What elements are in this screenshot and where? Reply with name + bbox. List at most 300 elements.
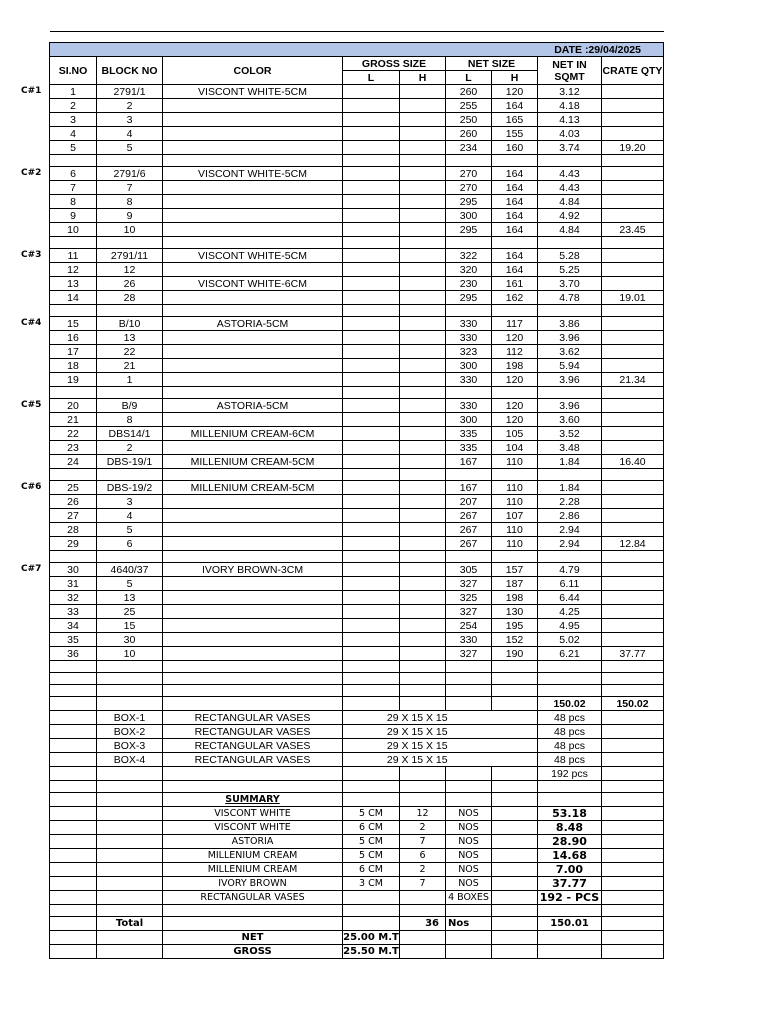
empty-cell	[492, 237, 538, 249]
net-l-cell: 327	[446, 577, 492, 591]
empty-cell	[492, 739, 538, 753]
empty-cell	[602, 387, 664, 399]
net-h-cell: 110	[492, 481, 538, 495]
empty-cell	[602, 753, 664, 767]
net-l-cell: 267	[446, 537, 492, 551]
summary-thickness: 3 CM	[343, 877, 400, 891]
empty-cell	[97, 387, 163, 399]
gross-l-cell	[343, 577, 400, 591]
gross-l-cell	[343, 455, 400, 469]
empty-cell	[492, 807, 538, 821]
gross-h-cell	[400, 209, 446, 223]
net-l-cell: 254	[446, 619, 492, 633]
summary-row	[50, 849, 664, 863]
sino-cell: 14	[50, 291, 97, 305]
net-sqmt-cell: 2.94	[538, 537, 602, 551]
box-size: 29 X 15 X 15	[343, 753, 492, 767]
empty-cell	[400, 661, 446, 673]
gross-h-cell	[400, 113, 446, 127]
empty-cell	[492, 753, 538, 767]
gross-l-cell	[343, 399, 400, 413]
net-sqmt-cell: 4.03	[538, 127, 602, 141]
crate-qty-cell	[602, 99, 664, 113]
color-cell	[163, 359, 343, 373]
empty-cell	[50, 551, 97, 563]
empty-cell	[492, 469, 538, 481]
empty-cell	[343, 237, 400, 249]
net-sqmt-cell: 4.92	[538, 209, 602, 223]
block-cell: 5	[97, 577, 163, 591]
net-sqmt-cell: 3.74	[538, 141, 602, 155]
sino-cell: 23	[50, 441, 97, 455]
summary-total-unit: Nos	[446, 917, 492, 931]
empty-cell	[400, 781, 446, 793]
empty-cell	[97, 931, 163, 945]
net-sqmt-cell: 3.96	[538, 373, 602, 387]
net-l-cell: 323	[446, 345, 492, 359]
net-l-cell: 330	[446, 399, 492, 413]
summary-thickness: 5 CM	[343, 849, 400, 863]
empty-cell	[400, 387, 446, 399]
summary-value: 28.90	[538, 835, 602, 849]
box-description: RECTANGULAR VASES	[163, 753, 343, 767]
block-cell: 4640/37	[97, 563, 163, 577]
summary-count: 2	[400, 821, 446, 835]
net-sqmt-cell: 4.13	[538, 113, 602, 127]
header-row-1	[50, 57, 664, 71]
gross-h-cell	[400, 127, 446, 141]
net-sqmt-cell: 5.28	[538, 249, 602, 263]
empty-cell	[50, 305, 97, 317]
net-h-cell: 164	[492, 223, 538, 237]
block-cell: 4	[97, 127, 163, 141]
gross-l-cell	[343, 317, 400, 331]
crate-separator-row	[50, 387, 664, 399]
gross-h-cell	[400, 359, 446, 373]
color-cell	[163, 291, 343, 305]
block-cell: 10	[97, 223, 163, 237]
summary-unit: NOS	[446, 877, 492, 891]
net-h-cell: 112	[492, 345, 538, 359]
gross-h-cell	[400, 413, 446, 427]
empty-cell	[602, 793, 664, 807]
net-l-cell: 330	[446, 317, 492, 331]
color-cell	[163, 619, 343, 633]
empty-cell	[400, 945, 446, 959]
empty-cell	[602, 155, 664, 167]
empty-cell	[97, 891, 163, 905]
net-h-cell: 164	[492, 195, 538, 209]
net-l-cell: 207	[446, 495, 492, 509]
empty-cell	[492, 917, 538, 931]
net-h-cell: 190	[492, 647, 538, 661]
gross-l-cell	[343, 523, 400, 537]
gross-h-cell	[400, 167, 446, 181]
box-size: 29 X 15 X 15	[343, 711, 492, 725]
empty-cell	[602, 835, 664, 849]
gross-l-cell	[343, 605, 400, 619]
packing-list-table	[49, 31, 664, 959]
summary-value: 37.77	[538, 877, 602, 891]
gross-h-cell	[400, 523, 446, 537]
net-l-cell: 320	[446, 263, 492, 277]
net-sqmt-cell: 3.62	[538, 345, 602, 359]
summary-thickness: 5 CM	[343, 807, 400, 821]
sino-cell: 7	[50, 181, 97, 195]
empty-cell	[602, 739, 664, 753]
empty-cell	[538, 781, 602, 793]
table-row	[50, 345, 664, 359]
empty-cell	[492, 849, 538, 863]
gross-value: 25.50 M.T	[343, 945, 399, 957]
table-row	[50, 209, 664, 223]
summary-name: RECTANGULAR VASES	[163, 891, 343, 905]
net-l-cell: 327	[446, 647, 492, 661]
col-header-sino: SI.NO	[50, 57, 97, 85]
crate-qty-cell	[602, 345, 664, 359]
color-cell	[163, 633, 343, 647]
empty-cell	[492, 725, 538, 739]
empty-cell	[446, 661, 492, 673]
gross-l-cell	[343, 113, 400, 127]
table-row	[50, 359, 664, 373]
empty-cell	[602, 905, 664, 917]
net-h-cell: 164	[492, 249, 538, 263]
empty-cell	[492, 877, 538, 891]
col-header-block: BLOCK NO	[97, 57, 163, 85]
net-h-cell: 110	[492, 455, 538, 469]
empty-cell	[343, 781, 400, 793]
crate-qty-cell: 23.45	[602, 223, 664, 237]
empty-cell	[446, 469, 492, 481]
box-size: 29 X 15 X 15	[343, 725, 492, 739]
empty-cell	[50, 237, 97, 249]
net-h-cell: 157	[492, 563, 538, 577]
sino-cell: 24	[50, 455, 97, 469]
empty-cell	[602, 849, 664, 863]
color-cell: VISCONT WHITE-5CM	[163, 167, 343, 181]
net-l-cell: 330	[446, 373, 492, 387]
empty-cell	[446, 237, 492, 249]
net-sqmt-cell: 5.02	[538, 633, 602, 647]
gross-h-cell	[400, 373, 446, 387]
net-h-cell: 198	[492, 359, 538, 373]
summary-unit: NOS	[446, 807, 492, 821]
gross-h-cell	[400, 223, 446, 237]
net-sqmt-cell: 3.96	[538, 331, 602, 345]
summary-title: SUMMARY	[163, 793, 343, 807]
empty-cell	[602, 237, 664, 249]
empty-cell	[163, 697, 343, 711]
empty-cell	[538, 793, 602, 807]
blank-row	[50, 685, 664, 697]
crate-qty-cell	[602, 85, 664, 99]
net-h-cell: 110	[492, 495, 538, 509]
net-l-cell: 295	[446, 195, 492, 209]
net-h-cell: 107	[492, 509, 538, 523]
empty-cell	[538, 469, 602, 481]
color-cell	[163, 577, 343, 591]
net-sqmt-cell: 5.94	[538, 359, 602, 373]
gross-h-cell	[400, 195, 446, 209]
crate-qty-cell	[602, 523, 664, 537]
net-l-cell: 322	[446, 249, 492, 263]
summary-thickness: 6 CM	[343, 863, 400, 877]
color-cell: MILLENIUM CREAM-5CM	[163, 481, 343, 495]
col-header-net-l: L	[446, 71, 492, 85]
summary-name: VISCONT WHITE	[163, 807, 343, 821]
gross-l-cell	[343, 413, 400, 427]
empty-cell	[97, 905, 163, 917]
sino-cell: 27	[50, 509, 97, 523]
gross-l-cell	[343, 619, 400, 633]
empty-cell	[97, 849, 163, 863]
table-row	[50, 413, 664, 427]
empty-cell	[50, 685, 97, 697]
block-cell: DBS14/1	[97, 427, 163, 441]
net-h-cell: 117	[492, 317, 538, 331]
color-cell	[163, 647, 343, 661]
empty-cell	[538, 661, 602, 673]
crate-qty-cell	[602, 413, 664, 427]
summary-unit: 4 BOXES	[446, 891, 492, 905]
crate-separator-row	[50, 237, 664, 249]
empty-cell	[50, 821, 97, 835]
sino-cell: 12	[50, 263, 97, 277]
table-row	[50, 99, 664, 113]
empty-cell	[97, 767, 163, 781]
net-h-cell: 187	[492, 577, 538, 591]
summary-value: 8.48	[538, 821, 602, 835]
col-header-gross-h: H	[400, 71, 446, 85]
block-cell: 2791/6	[97, 167, 163, 181]
block-cell: 22	[97, 345, 163, 359]
table-row	[50, 537, 664, 551]
box-description: RECTANGULAR VASES	[163, 711, 343, 725]
totals-row	[50, 697, 664, 711]
table-row	[50, 427, 664, 441]
net-sqmt-cell: 1.84	[538, 481, 602, 495]
gross-h-cell	[400, 345, 446, 359]
empty-cell	[343, 767, 400, 781]
empty-cell	[538, 305, 602, 317]
gross-h-cell	[400, 509, 446, 523]
empty-cell	[163, 305, 343, 317]
empty-cell	[446, 155, 492, 167]
gross-h-cell	[400, 619, 446, 633]
box-row	[50, 753, 664, 767]
net-sqmt-cell: 2.94	[538, 523, 602, 537]
empty-cell	[343, 685, 400, 697]
summary-value: 53.18	[538, 807, 602, 821]
crate-qty-cell	[602, 577, 664, 591]
crate-separator-row	[50, 469, 664, 481]
net-h-cell: 120	[492, 399, 538, 413]
block-cell: 6	[97, 537, 163, 551]
gross-h-cell	[400, 85, 446, 99]
net-h-cell: 120	[492, 373, 538, 387]
net-h-cell: 160	[492, 141, 538, 155]
empty-cell	[400, 469, 446, 481]
empty-cell	[50, 891, 97, 905]
box-label: BOX-3	[97, 739, 163, 753]
sino-cell: 11	[50, 249, 97, 263]
col-header-crate-qty: CRATE QTY	[602, 57, 664, 85]
sino-cell: 18	[50, 359, 97, 373]
summary-value: 192 - PCS	[538, 891, 602, 905]
empty-cell	[538, 387, 602, 399]
net-l-cell: 330	[446, 633, 492, 647]
block-cell: 12	[97, 263, 163, 277]
sino-cell: 19	[50, 373, 97, 387]
gross-h-cell	[400, 427, 446, 441]
sino-cell: 35	[50, 633, 97, 647]
crate-qty-cell	[602, 481, 664, 495]
crate-separator-row	[50, 155, 664, 167]
empty-cell	[400, 305, 446, 317]
empty-cell	[163, 237, 343, 249]
summary-unit: NOS	[446, 821, 492, 835]
empty-cell	[343, 387, 400, 399]
table-row	[50, 647, 664, 661]
empty-cell	[602, 821, 664, 835]
summary-row	[50, 863, 664, 877]
block-cell: 5	[97, 141, 163, 155]
net-l-cell: 267	[446, 509, 492, 523]
crate-label: C#5	[21, 399, 42, 410]
empty-cell	[163, 469, 343, 481]
boxes-total-row	[50, 767, 664, 781]
net-sqmt-cell: 5.25	[538, 263, 602, 277]
empty-cell	[50, 877, 97, 891]
empty-cell	[50, 725, 97, 739]
gross-l-cell	[343, 509, 400, 523]
table-row	[50, 317, 664, 331]
gross-h-cell	[400, 331, 446, 345]
crate-qty-cell	[602, 113, 664, 127]
gross-l-cell	[343, 127, 400, 141]
empty-cell	[602, 673, 664, 685]
empty-cell	[602, 877, 664, 891]
col-header-net-h: H	[492, 71, 538, 85]
empty-cell	[446, 767, 492, 781]
empty-cell	[446, 685, 492, 697]
box-description: RECTANGULAR VASES	[163, 739, 343, 753]
empty-cell	[400, 931, 446, 945]
summary-total-value: 150.01	[538, 917, 602, 931]
empty-cell	[50, 945, 97, 959]
empty-cell	[446, 793, 492, 807]
empty-cell	[400, 793, 446, 807]
block-cell: 26	[97, 277, 163, 291]
block-cell: 4	[97, 509, 163, 523]
net-l-cell: 260	[446, 127, 492, 141]
color-cell: MILLENIUM CREAM-6CM	[163, 427, 343, 441]
box-size: 29 X 15 X 15	[343, 739, 492, 753]
empty-cell	[400, 551, 446, 563]
empty-cell	[446, 387, 492, 399]
block-cell: 21	[97, 359, 163, 373]
net-sqmt-cell: 4.18	[538, 99, 602, 113]
net-h-cell: 198	[492, 591, 538, 605]
net-l-cell: 300	[446, 413, 492, 427]
empty-cell	[97, 305, 163, 317]
empty-cell	[602, 891, 664, 905]
empty-cell	[50, 697, 97, 711]
empty-cell	[492, 821, 538, 835]
net-h-cell: 110	[492, 523, 538, 537]
net-l-cell: 295	[446, 223, 492, 237]
empty-cell	[163, 551, 343, 563]
color-cell	[163, 373, 343, 387]
gross-h-cell	[400, 537, 446, 551]
table-row	[50, 523, 664, 537]
summary-row	[50, 835, 664, 849]
empty-cell	[400, 673, 446, 685]
empty-cell	[97, 821, 163, 835]
empty-cell	[50, 781, 97, 793]
gross-l-cell	[343, 633, 400, 647]
net-h-cell: 165	[492, 113, 538, 127]
color-cell	[163, 141, 343, 155]
net-h-cell: 130	[492, 605, 538, 619]
net-h-cell: 110	[492, 537, 538, 551]
table-row	[50, 605, 664, 619]
block-cell: 5	[97, 523, 163, 537]
crate-qty-cell	[602, 263, 664, 277]
empty-cell	[163, 685, 343, 697]
empty-cell	[492, 387, 538, 399]
box-label: BOX-1	[97, 711, 163, 725]
gross-h-cell	[400, 277, 446, 291]
empty-cell	[50, 917, 97, 931]
gross-l-cell	[343, 263, 400, 277]
empty-cell	[400, 905, 446, 917]
empty-cell	[492, 551, 538, 563]
total-crate-qty: 150.02	[602, 697, 664, 711]
gross-l-cell	[343, 427, 400, 441]
summary-row	[50, 891, 664, 905]
net-l-cell: 295	[446, 291, 492, 305]
net-h-cell: 120	[492, 331, 538, 345]
empty-cell	[97, 673, 163, 685]
net-l-cell: 255	[446, 99, 492, 113]
empty-cell	[602, 725, 664, 739]
empty-cell	[602, 917, 664, 931]
box-label: BOX-2	[97, 725, 163, 739]
empty-cell	[343, 905, 400, 917]
net-sqmt-cell: 4.43	[538, 167, 602, 181]
empty-cell	[163, 905, 343, 917]
net-h-cell: 120	[492, 413, 538, 427]
empty-cell	[97, 835, 163, 849]
blank-row	[50, 673, 664, 685]
summary-count: 6	[400, 849, 446, 863]
net-l-cell: 250	[446, 113, 492, 127]
net-sqmt-cell: 2.28	[538, 495, 602, 509]
total-sqmt: 150.02	[538, 697, 602, 711]
empty-cell	[492, 891, 538, 905]
table-row	[50, 481, 664, 495]
col-header-gross-l: L	[343, 71, 400, 85]
crate-qty-cell	[602, 181, 664, 195]
crate-qty-cell	[602, 359, 664, 373]
crate-qty-cell: 12.84	[602, 537, 664, 551]
net-sqmt-cell: 4.95	[538, 619, 602, 633]
gross-l-cell	[343, 647, 400, 661]
gross-h-cell	[400, 605, 446, 619]
summary-row	[50, 807, 664, 821]
